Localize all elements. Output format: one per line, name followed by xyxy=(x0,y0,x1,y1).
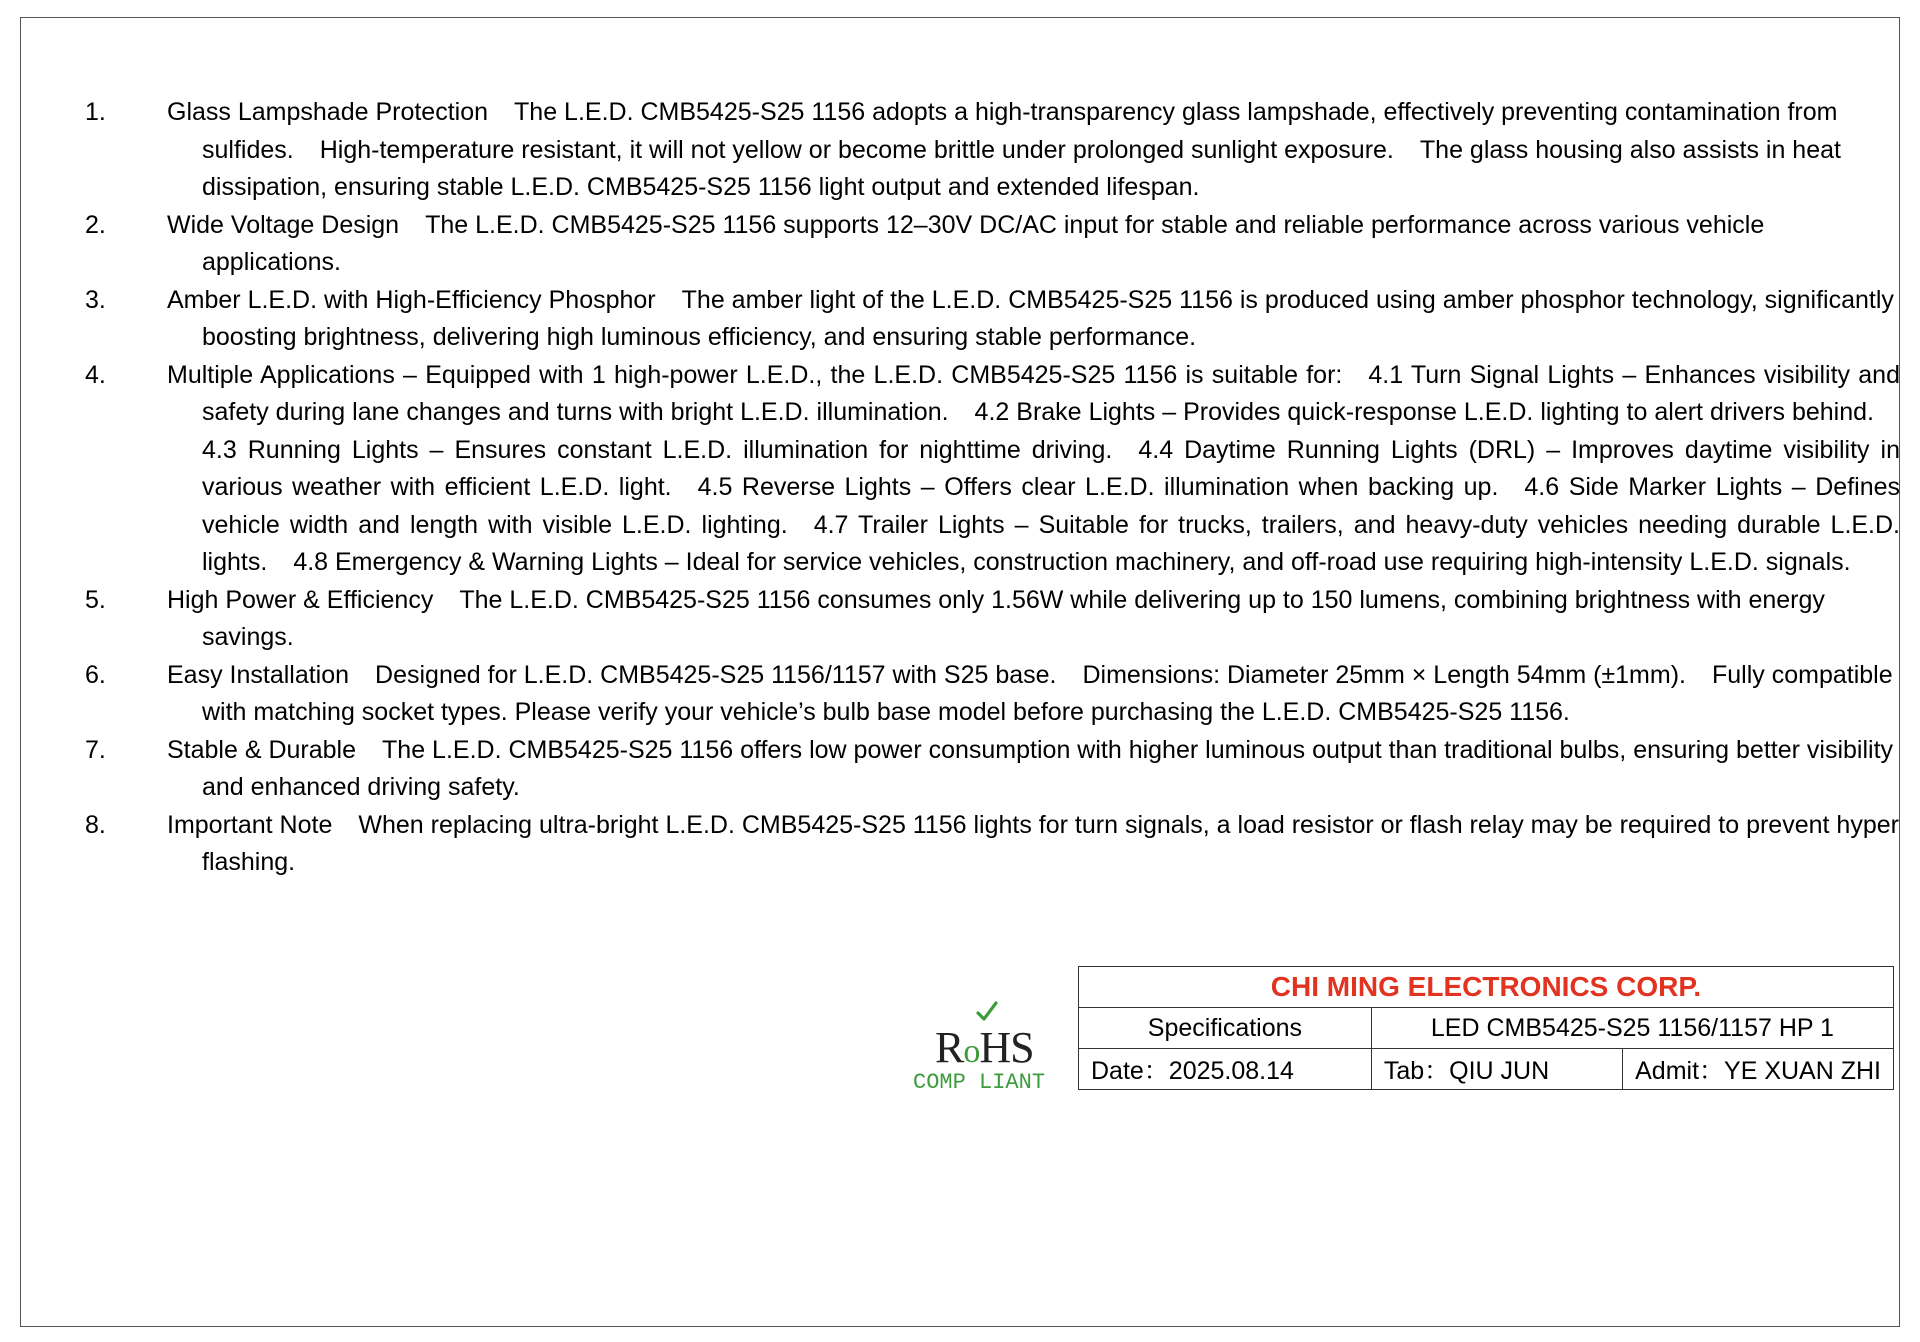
item-text: The glass housing also assists in heat dissipation, ensuring stable L.E.D. CMB5425-S25 1156 light output and extended lifespan. xyxy=(202,135,1841,201)
company-name: CHI MING ELECTRONICS CORP. xyxy=(1079,967,1894,1008)
model-number: LED CMB5425-S25 1156/1157 HP 1 xyxy=(1371,1008,1893,1049)
item-number: 4. xyxy=(85,360,106,389)
list-item xyxy=(85,357,1900,582)
item-text: 4.4 Daytime Running Lights (DRL) – Improves daytime visibility in various weather with efficient L.E.D. light. xyxy=(202,435,1901,501)
item-title: Wide Voltage Design xyxy=(167,210,400,239)
list-item xyxy=(85,732,1900,807)
item-text: 4.6 Side Marker Lights – Defines vehicle width and length with visible L.E.D. lighting. xyxy=(202,473,1901,539)
title-block xyxy=(1078,966,1894,1090)
item-title: Multiple Applications – Equipped with 1 high-power L.E.D., the L.E.D. CMB5425-S25 1156 is suitable for: xyxy=(167,360,1343,389)
item-text: The L.E.D. CMB5425-S25 1156 adopts a high-transparency glass lampshade, effectively preventing contamination from sulfides. xyxy=(202,98,1838,164)
admit-cell: Admit：YE XUAN ZHI xyxy=(1623,1049,1894,1090)
rohs-wordmark: RoHS xyxy=(935,1023,1034,1072)
item-text: Designed for L.E.D. CMB5425-S25 1156/1157 with S25 base. xyxy=(375,660,1057,689)
item-number: 1. xyxy=(85,98,106,126)
item-text: The L.E.D. CMB5425-S25 1156 supports 12–30V DC/AC input for stable and reliable performance across various vehicle applications. xyxy=(202,210,1765,276)
feature-list xyxy=(85,94,1900,882)
item-number: 6. xyxy=(85,660,106,689)
item-text: 4.1 Turn Signal Lights – Enhances visibility and safety during lane changes and turns with bright L.E.D. illumination. xyxy=(202,360,1900,426)
item-title: Glass Lampshade Protection xyxy=(167,98,489,126)
item-title: High Power & Efficiency xyxy=(167,585,434,614)
checkmark-icon xyxy=(975,1000,999,1024)
item-text: The L.E.D. CMB5425-S25 1156 consumes only 1.56W while delivering up to 150 lumens, combining brightness with energy savings. xyxy=(202,585,1825,651)
rohs-logo xyxy=(905,1000,1055,1095)
list-item xyxy=(85,282,1900,357)
item-text: 4.3 Running Lights – Ensures constant L.E.D. illumination for nighttime driving. xyxy=(202,435,1113,464)
item-number: 8. xyxy=(85,810,106,839)
item-number: 3. xyxy=(85,285,106,314)
spec-label: Specifications xyxy=(1079,1008,1372,1049)
date-cell: Date：2025.08.14 xyxy=(1079,1049,1372,1090)
item-text: The amber light of the L.E.D. CMB5425-S25 1156 is produced using amber phosphor technology, significantly boosting brightness, delivering high luminous efficiency, and ensuring stable performance. xyxy=(202,285,1894,351)
tab-cell: Tab：QIU JUN xyxy=(1371,1049,1622,1090)
item-text: 4.7 Trailer Lights – Suitable for trucks, trailers, and heavy-duty vehicles needing durable L.E.D. lights. xyxy=(202,510,1901,576)
item-text: Fully compatible with matching socket types. Please verify your vehicle’s bulb base model before purchasing the L.E.D. CMB5425-S25 1156. xyxy=(202,660,1893,726)
item-text: 4.5 Reverse Lights – Offers clear L.E.D. illumination when backing up. xyxy=(697,473,1499,501)
list-item xyxy=(85,657,1900,732)
item-title: Important Note xyxy=(167,810,333,839)
item-number: 7. xyxy=(85,735,106,764)
list-item xyxy=(85,207,1900,282)
item-text: The L.E.D. CMB5425-S25 1156 offers low power consumption with higher luminous output than traditional bulbs, ensuring better visibility and enhanced driving safety. xyxy=(202,735,1894,801)
item-text: When replacing ultra-bright L.E.D. CMB5425-S25 1156 lights for turn signals, a load resistor or flash relay may be required to prevent hyper flashing. xyxy=(202,810,1899,876)
item-text: High-temperature resistant, it will not yellow or become brittle under prolonged sunlight exposure. xyxy=(319,135,1394,164)
item-text: 4.8 Emergency & Warning Lights – Ideal for service vehicles, construction machinery, and off-road use requiring high-intensity L.E.D. signals. xyxy=(293,548,1851,576)
item-text: 4.2 Brake Lights – Provides quick-response L.E.D. lighting to alert drivers behind. xyxy=(974,398,1874,426)
item-text: Dimensions: Diameter 25mm × Length 54mm (±1mm). xyxy=(1082,660,1686,689)
item-number: 5. xyxy=(85,585,106,614)
item-title: Amber L.E.D. with High-Efficiency Phosphor xyxy=(167,285,656,314)
item-title: Stable & Durable xyxy=(167,735,357,764)
list-item xyxy=(85,94,1900,207)
item-title: Easy Installation xyxy=(167,660,350,689)
list-item xyxy=(85,582,1900,657)
item-number: 2. xyxy=(85,210,106,239)
list-item xyxy=(85,807,1900,882)
rohs-subtitle: COMP LIANT xyxy=(913,1070,1046,1095)
